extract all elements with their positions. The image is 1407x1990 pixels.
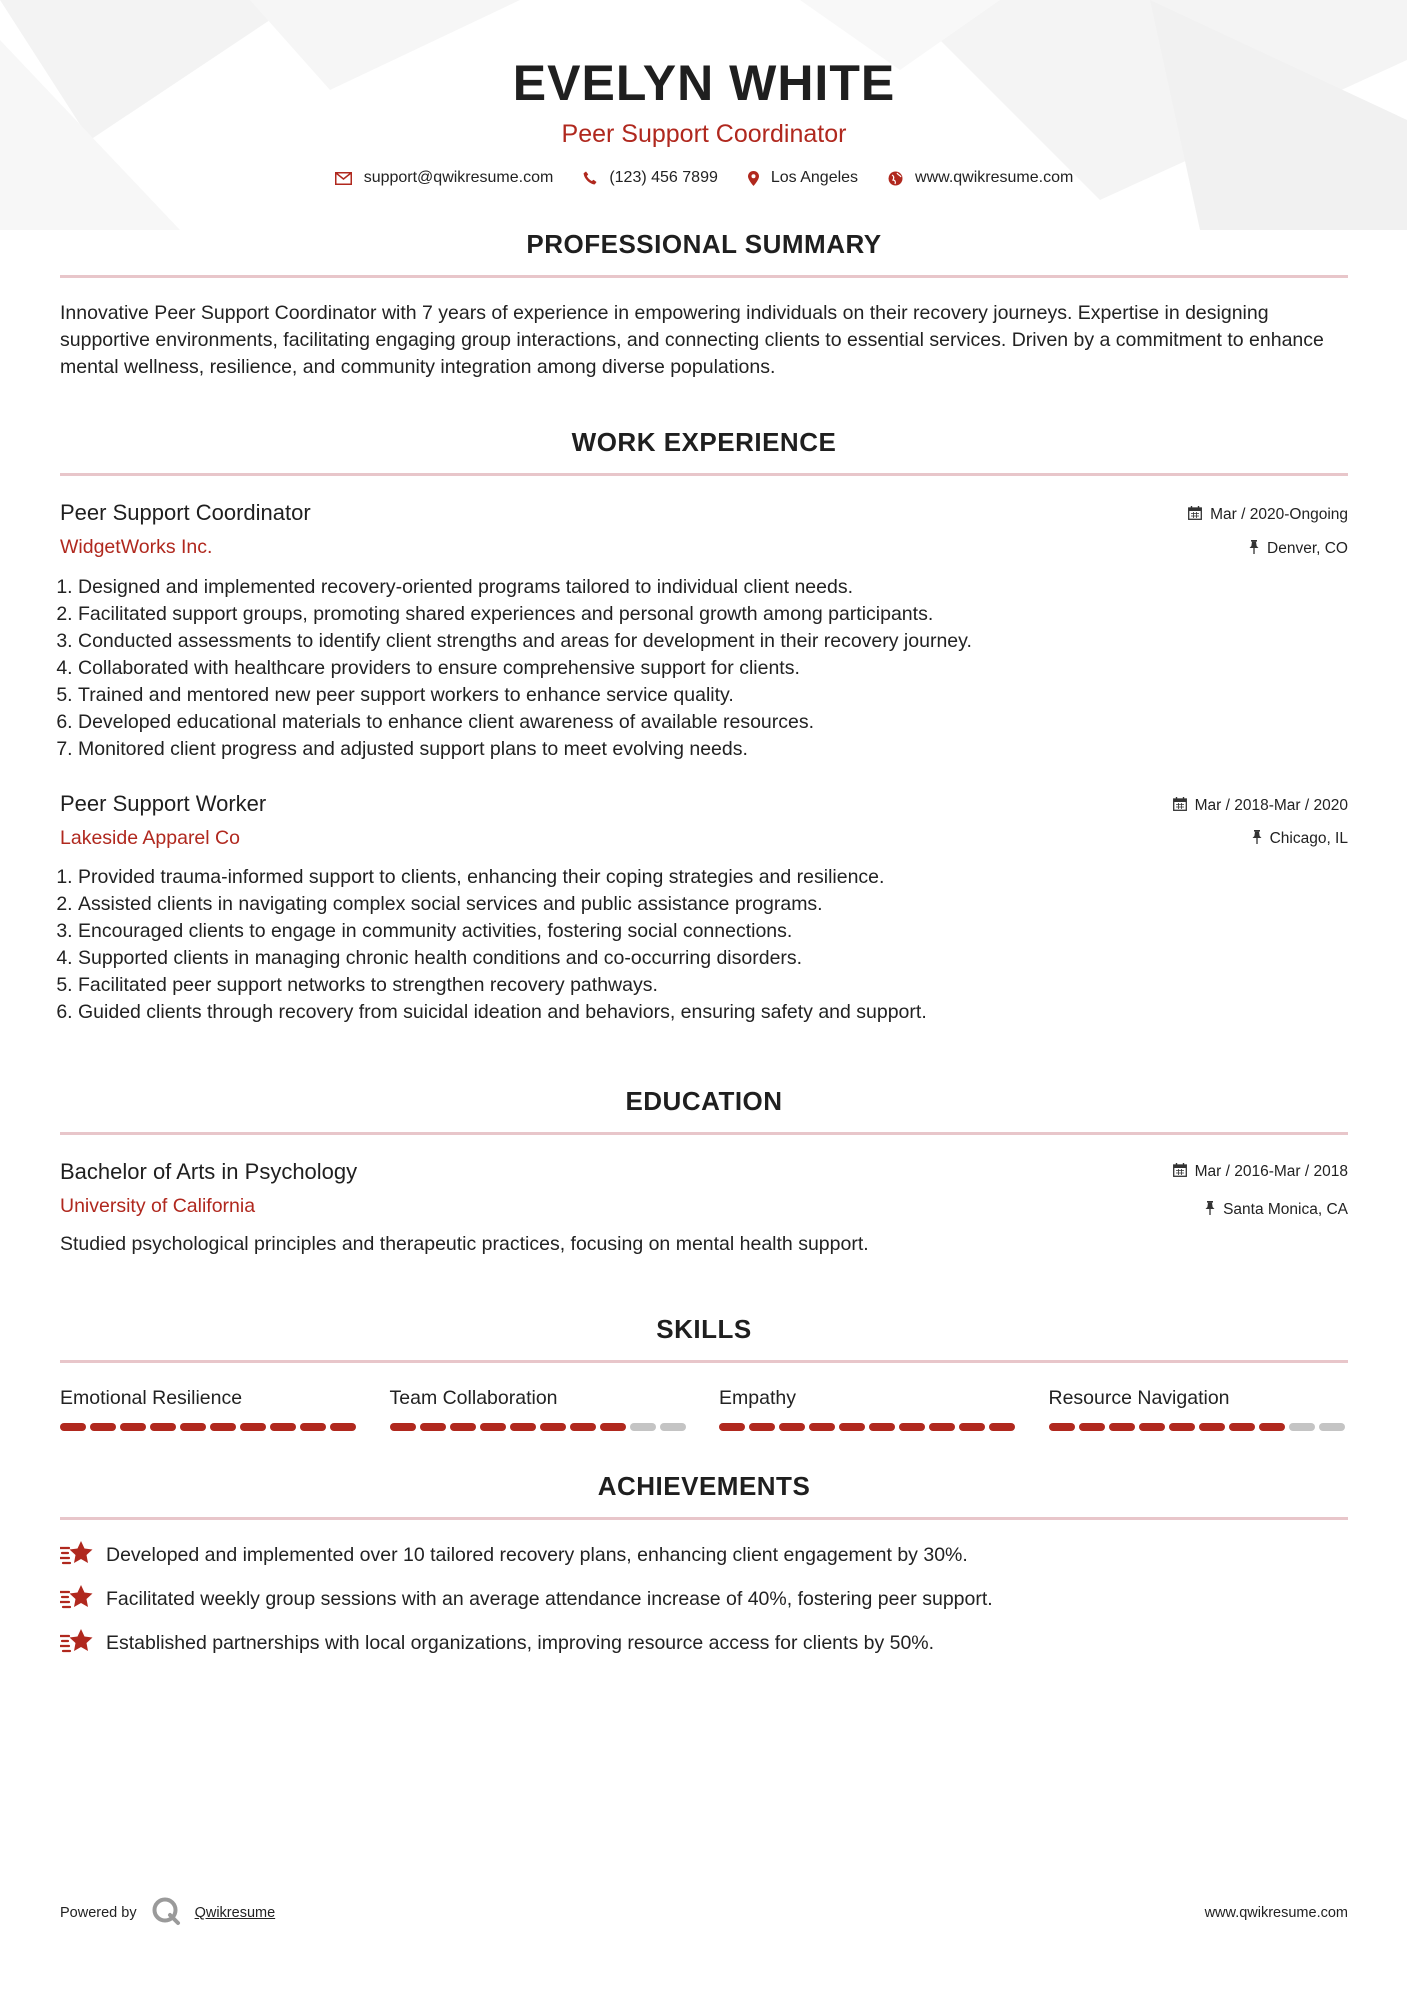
section-divider (60, 1132, 1348, 1135)
skill-segment-filled (450, 1423, 476, 1431)
star-icon (60, 1540, 94, 1572)
skill-segment-filled (1049, 1423, 1075, 1431)
skill-segment-filled (240, 1423, 266, 1431)
skill-segment-filled (869, 1423, 895, 1431)
list-item: 7. Monitored client progress and adjusted support plans to meet evolving needs. (78, 736, 1348, 763)
achievement-text: Facilitated weekly group sessions with an average attendance increase of 40%, fostering peer support. (106, 1588, 993, 1610)
skill-name: Resource Navigation (1048, 1387, 1230, 1409)
education-meta (1173, 1161, 1348, 1218)
skill-item (719, 1389, 1019, 1431)
job-title: Peer Support Worker (60, 790, 267, 816)
achievements-heading: ACHIEVEMENTS (597, 1470, 811, 1501)
list-item: 6. Guided clients through recovery from suicidal ideation and behaviors, ensuring safety and support. (78, 999, 1348, 1026)
skill-segment-filled (210, 1423, 236, 1431)
calendar-icon (1188, 506, 1202, 524)
star-icon (60, 1584, 94, 1616)
skill-segment-filled (150, 1423, 176, 1431)
section-divider (60, 275, 1348, 278)
map-pin-icon (748, 171, 759, 186)
skill-name: Team Collaboration (389, 1387, 558, 1409)
list-item: 6. Developed educational materials to enhance client awareness of available resources. (78, 709, 1348, 736)
education-location: Santa Monica, CA (1223, 1200, 1348, 1218)
job-dates: Mar / 2020-Ongoing (1210, 506, 1348, 523)
pushpin-icon (1205, 1201, 1215, 1219)
list-item: 3. Conducted assessments to identify client strengths and areas for development in their recovery journey. (78, 628, 1348, 655)
achievements-section (60, 1470, 1348, 1666)
skills-section (60, 1316, 1348, 1431)
skill-segment-empty (1319, 1423, 1345, 1431)
achievements-list (60, 1534, 1348, 1666)
job-location: Denver, CO (1267, 539, 1348, 557)
job-responsibilities (60, 574, 1348, 763)
education-description: Studied psychological principles and therapeutic practices, focusing on mental health support. (60, 1233, 869, 1255)
achievement-item (60, 1578, 1348, 1622)
qwikresume-logo-icon (151, 1896, 181, 1930)
list-item: 5. Trained and mentored new peer support workers to enhance service quality. (78, 682, 1348, 709)
website-text: www.qwikresume.com (915, 169, 1074, 186)
email-text: support@qwikresume.com (363, 169, 554, 186)
phone-icon (583, 171, 597, 185)
skill-segment-filled (719, 1423, 745, 1431)
skill-name: Emotional Resilience (60, 1387, 243, 1409)
summary-text: Innovative Peer Support Coordinator with 7 years of experience in empowering individuals on their recovery journeys. Expertise in designing supportive environments, facilitating engaging group interactions, and connecting clients to essential services. Driven by a commitment to enhance mental wellness, resilience, and community integration among diverse populations. (60, 302, 1324, 378)
skill-name: Empathy (719, 1387, 796, 1409)
skill-level-bar (1049, 1423, 1349, 1431)
skill-segment-filled (1079, 1423, 1105, 1431)
skill-segment-empty (630, 1423, 656, 1431)
job-responsibilities (60, 864, 1348, 1026)
skill-level-bar (390, 1423, 690, 1431)
job-entry (60, 502, 1348, 763)
education-section (60, 1088, 1348, 1256)
calendar-icon (1173, 1163, 1187, 1181)
skill-segment-filled (390, 1423, 416, 1431)
phone-text: (123) 456 7899 (609, 169, 718, 186)
skill-segment-filled (929, 1423, 955, 1431)
skill-segment-filled (420, 1423, 446, 1431)
skill-segment-filled (180, 1423, 206, 1431)
candidate-name: EVELYN WHITE (512, 55, 896, 111)
skill-item (390, 1389, 690, 1431)
globe-icon (888, 171, 903, 186)
skill-segment-filled (1259, 1423, 1285, 1431)
powered-by (60, 1896, 275, 1930)
footer-website[interactable]: www.qwikresume.com (1204, 1905, 1348, 1921)
pushpin-icon (1252, 830, 1262, 848)
list-item: 4. Collaborated with healthcare providers to ensure comprehensive support for clients. (78, 655, 1348, 682)
summary-heading: PROFESSIONAL SUMMARY (526, 229, 882, 259)
envelope-icon (335, 172, 352, 185)
skill-level-bar (719, 1423, 1019, 1431)
job-company: WidgetWorks Inc. (60, 536, 213, 558)
skill-segment-filled (1199, 1423, 1225, 1431)
powered-by-label: Powered by (60, 1905, 137, 1921)
list-item: 2. Assisted clients in navigating complex social services and public assistance programs. (78, 891, 1348, 918)
experience-heading: WORK EXPERIENCE (571, 427, 837, 457)
skill-segment-filled (600, 1423, 626, 1431)
experience-section (60, 429, 1348, 1026)
skill-level-bar (60, 1423, 360, 1431)
skill-segment-filled (570, 1423, 596, 1431)
skills-heading: SKILLS (656, 1314, 752, 1344)
location-text: Los Angeles (770, 169, 859, 186)
pushpin-icon (1249, 540, 1259, 558)
education-dates: Mar / 2016-Mar / 2018 (1194, 1163, 1348, 1180)
candidate-title: Peer Support Coordinator (561, 120, 847, 148)
summary-section (60, 231, 1348, 381)
skill-segment-filled (749, 1423, 775, 1431)
list-item: 5. Facilitated peer support networks to strengthen recovery pathways. (78, 972, 1348, 999)
star-icon (60, 1628, 94, 1660)
job-meta (1188, 502, 1348, 557)
section-divider (60, 1360, 1348, 1363)
degree-title: Bachelor of Arts in Psychology (60, 1159, 358, 1184)
skill-segment-filled (270, 1423, 296, 1431)
skill-segment-filled (480, 1423, 506, 1431)
list-item: 1. Provided trauma-informed support to clients, enhancing their coping strategies and resilience. (78, 864, 1348, 891)
calendar-icon (1173, 797, 1187, 815)
achievement-text: Established partnerships with local organizations, improving resource access for clients by 50%. (106, 1632, 935, 1654)
job-dates: Mar / 2018-Mar / 2020 (1194, 796, 1348, 814)
page-footer (60, 1896, 1348, 1930)
skill-segment-filled (90, 1423, 116, 1431)
skill-segment-filled (1109, 1423, 1135, 1431)
skill-item (1049, 1389, 1349, 1431)
skill-segment-filled (330, 1423, 356, 1431)
school-name: University of California (60, 1195, 256, 1217)
skill-segment-empty (660, 1423, 686, 1431)
skill-segment-filled (1139, 1423, 1165, 1431)
achievement-text: Developed and implemented over 10 tailored recovery plans, enhancing client engagement by 30%. (106, 1544, 968, 1566)
contact-phone[interactable] (583, 169, 718, 187)
skill-segment-filled (510, 1423, 536, 1431)
skill-segment-filled (809, 1423, 835, 1431)
list-item: 3. Encouraged clients to engage in community activities, fostering social connections. (78, 918, 1348, 945)
skill-segment-filled (1169, 1423, 1195, 1431)
job-company: Lakeside Apparel Co (60, 826, 240, 849)
skill-segment-filled (899, 1423, 925, 1431)
skill-segment-empty (1289, 1423, 1315, 1431)
skill-segment-filled (60, 1423, 86, 1431)
section-divider (60, 1517, 1348, 1520)
list-item: 4. Supported clients in managing chronic health conditions and co-occurring disorders. (78, 945, 1348, 972)
achievement-item (60, 1622, 1348, 1666)
skill-segment-filled (959, 1423, 985, 1431)
contact-website[interactable] (888, 169, 1073, 187)
education-heading: EDUCATION (625, 1086, 783, 1116)
contact-location (748, 169, 858, 187)
achievement-item (60, 1534, 1348, 1578)
skill-segment-filled (989, 1423, 1015, 1431)
section-divider (60, 473, 1348, 476)
skill-item (60, 1389, 360, 1431)
skill-segment-filled (779, 1423, 805, 1431)
job-meta (1173, 793, 1348, 848)
education-entry (60, 1161, 1348, 1256)
list-item: 1. Designed and implemented recovery-oriented programs tailored to individual client needs. (78, 574, 1348, 601)
contact-bar (60, 169, 1348, 187)
skill-segment-filled (120, 1423, 146, 1431)
job-location: Chicago, IL (1269, 830, 1348, 847)
resume-page (60, 0, 1348, 1666)
resume-header (60, 0, 1348, 187)
skill-segment-filled (540, 1423, 566, 1431)
job-entry (60, 790, 1348, 1027)
qwikresume-link[interactable]: Qwikresume (194, 1905, 276, 1921)
list-item: 2. Facilitated support groups, promoting shared experiences and personal growth among participants. (78, 601, 1348, 628)
job-title: Peer Support Coordinator (60, 500, 311, 525)
skills-list (60, 1389, 1348, 1431)
skill-segment-filled (839, 1423, 865, 1431)
skill-segment-filled (1229, 1423, 1255, 1431)
contact-email[interactable] (335, 169, 554, 187)
skill-segment-filled (300, 1423, 326, 1431)
